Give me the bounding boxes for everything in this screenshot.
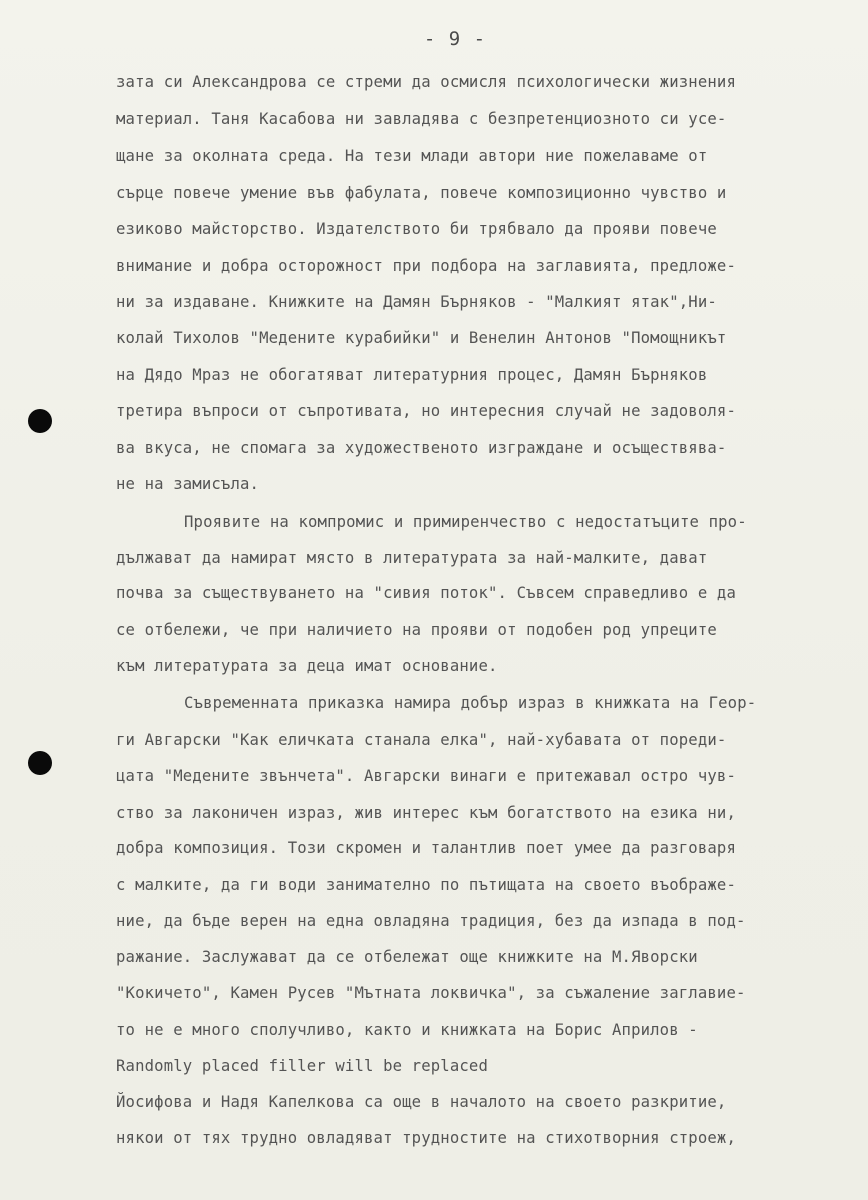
text-line: щане за околната среда. На тези млади автори ние пожелаваме от: [116, 147, 708, 165]
text-line: ва вкуса, не спомага за художественото изграждане и осъществява-: [116, 439, 727, 457]
text-line: ги Авгарски "Как еличката станала елка", най-хубавата от пореди-: [116, 731, 727, 749]
text-line: добра композиция. Този скромен и талантлив поет умее да разговаря: [116, 839, 736, 857]
text-line: не на замисъла.: [116, 475, 260, 493]
text-line: цата "Медените звънчета". Авгарски винаги е притежавал остро чув-: [116, 767, 736, 785]
punch-hole: [28, 409, 52, 433]
text-line: третира въпроси от съпротивата, но интересния случай не задоволя-: [116, 402, 736, 420]
text-line: на Дядо Мраз не обогатяват литературния процес, Дамян Бърняков: [116, 366, 708, 384]
text-line: Йосифова и Надя Капелкова са още в началото на своето разкритие,: [116, 1093, 727, 1111]
text-line: към литературата за деца имат основание.: [116, 657, 498, 675]
text-line: сърце повече умение във фабулата, повече композиционно чувство и: [116, 184, 727, 202]
text-line: внимание и добра осторожност при подбора на заглавията, предложе-: [116, 257, 736, 275]
punch-hole: [28, 751, 52, 775]
text-line: почва за съществуването на "сивия поток". Съвсем справедливо е да: [116, 584, 736, 602]
text-line: "Кокичето", Камен Русев "Мътната локвичка", за съжаление заглавие-: [116, 984, 746, 1002]
text-line: то не е много сполучливо, както и книжката на Борис Априлов -: [116, 1021, 698, 1039]
text-line: зата си Александрова се стреми да осмисля психологически жизнения: [116, 73, 736, 91]
text-line: с малките, да ги води занимателно по пътищата на своето въображе-: [116, 876, 736, 894]
text-line: материал. Таня Касабова ни завладява с безпретенциозното си усе-: [116, 110, 727, 128]
text-line: ражание. Заслужават да се отбележат още книжките на М.Яворски: [116, 948, 698, 966]
text-line: дължават да намират място в литературата за най-малките, дават: [116, 549, 708, 567]
paragraph-first-line: Проявите на компромис и примиренчество с недостатъците про-: [184, 513, 747, 531]
text-line: колай Тихолов "Медените курабийки" и Венелин Антонов "Помощникът: [116, 329, 727, 347]
text-line: ство за лаконичен израз, жив интерес към богатството на езика ни,: [116, 804, 736, 822]
text-line: Randomly placed filler will be replaced: [116, 1057, 488, 1075]
text-line: ни за издаване. Книжките на Дамян Бърняков - "Малкият ятак",Ни-: [116, 293, 717, 311]
page-number: - 9 -: [423, 28, 487, 50]
text-line: ние, да бъде верен на една овладяна традиция, без да изпада в под-: [116, 912, 746, 930]
paragraph-first-line: Съвременната приказка намира добър израз в книжката на Геор-: [184, 694, 757, 712]
text-line: някои от тях трудно овладяват трудностите на стихотворния строеж,: [116, 1129, 736, 1147]
text-line: езиково майсторство. Издателството би трябвало да прояви повече: [116, 220, 717, 238]
text-line: се отбележи, че при наличието на прояви от подобен род упреците: [116, 621, 717, 639]
